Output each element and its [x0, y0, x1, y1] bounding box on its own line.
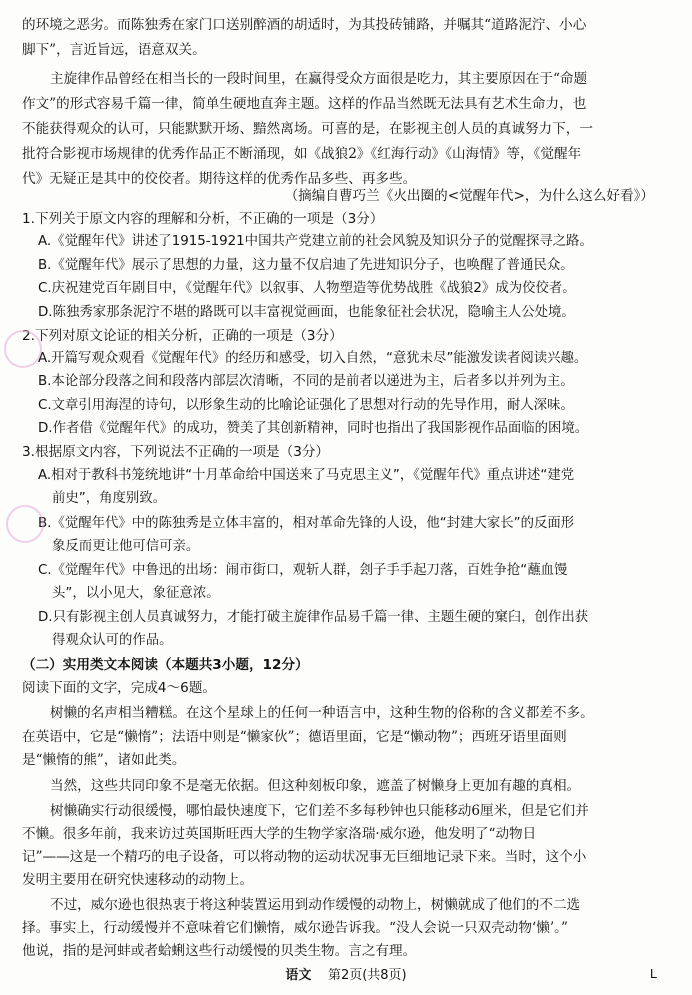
passage-line: 他说，指的是河蚌或者蛤蜊这些行动缓慢的贝类生物。言之有理。 — [22, 943, 417, 959]
source-note: （摘编自曹巧兰《火出圈的<觉醒年代>，为什么这么好看》） — [284, 188, 654, 204]
passage-line: 不能获得观众的认可，只能默默开场、黯然离场。可喜的是，在影视主创人员的真诚努力下，一 — [22, 121, 593, 137]
question-option: B.本论部分段落之间和段落内部层次清晰，不同的是前者以递进为主，后者多以并列为主。 — [38, 374, 574, 389]
passage-line: 在英语中，它是“懒惰”；法语中则是“懒家伙”；德语里面，它是“懒动物”；西班牙语里面则 — [22, 729, 567, 745]
passage-line: 树懒的名声相当糟糕。在这个星球上的任何一种语言中，这种生物的俗称的含义都差不多。 — [50, 705, 594, 721]
question-option-cont: 头”，以小见大，象征意浓。 — [52, 586, 220, 601]
passage-line: 的环境之恶劣。而陈独秀在家门口送别醉酒的胡适时，为其投砖铺路，并嘱其“道路泥泞、小心 — [22, 17, 587, 33]
passage-line: 择。事实上，行动缓慢并不意味着它们懒惰，威尔逊告诉我。“没人会说一只双壳动物‘懒’。” — [22, 920, 568, 936]
question-stem: 2.下列对原文论证的相关分析，正确的一项是（3分） — [22, 328, 343, 344]
passage-line: 是“懒惰的熊”，诸如此类。 — [22, 752, 186, 768]
passage-line: 脚下”，言近旨远，语意双关。 — [22, 42, 206, 58]
question-option: D.作者借《觉醒年代》的成功，赞美了其创新精神，同时也指出了我国影视作品面临的困境。 — [38, 421, 589, 436]
passage-line: 代》无疑正是其中的佼佼者。期待这样的优秀作品多些、再多些。 — [22, 171, 417, 187]
watermark-stamp — [6, 505, 44, 543]
section-title: （二）实用类文本阅读（本题共3小题，12分） — [22, 657, 309, 673]
question-option: C.文章引用海涅的诗句，以形象生动的比喻论证强化了思想对行动的先导作用，耐人深味。 — [38, 398, 574, 413]
passage-line: 发明主要用在研究快速移动的动物上。 — [22, 872, 254, 888]
question-option: C.庆祝建党百年剧目中，《觉醒年代》以叙事、人物塑造等优势战胜《战狼2》成为佼佼者。 — [38, 281, 576, 296]
page-footer — [0, 964, 692, 983]
passage-line: 批符合影视市场规律的优秀作品正不断涌现，如《战狼2》《红海行动》《山海情》等，《觉醒年 — [22, 146, 582, 162]
footer-page-number: 第2页(共8页) — [327, 968, 407, 983]
passage-line: 作文”的形式容易千篇一律，简单生硬地直奔主题。这样的作品当然既无法具有艺术生命力，也 — [22, 96, 587, 112]
question-option-cont: 得观众认可的作品。 — [52, 633, 173, 648]
passage-line: 记”——这是一个精巧的电子设备，可以将动物的运动状况事无巨细地记录下来。当时，这个小 — [22, 849, 587, 865]
question-stem: 3.根据原文内容，下列说法不正确的一项是（3分） — [22, 444, 330, 460]
passage-line: 不懒。很多年前，我来访过英国斯旺西大学的生物学家洛瑞·威尔逊，他发明了“动物日 — [22, 826, 537, 842]
question-option: A.相对于教科书笼统地讲“十月革命给中国送来了马克思主义”，《觉醒年代》重点讲述“建党 — [38, 468, 575, 483]
question-option: A.开篇写观众观看《觉醒年代》的经历和感受，切入自然，“意犹未尽”能激发读者阅读兴趣。 — [38, 351, 588, 366]
question-option: A.《觉醒年代》讲述了1915-1921中国共产党建立前的社会风貌及知识分子的觉醒探寻之路。 — [38, 234, 593, 249]
passage-line: 当然，这些共同印象不是毫无依据。但这种刻板印象，遮盖了树懒身上更加有趣的真相。 — [50, 778, 581, 794]
question-option-cont: 前史”，角度别致。 — [52, 491, 167, 506]
question-option: D.陈独秀家那条泥泞不堪的路既可以丰富视觉画面，也能象征社会状况，隐喻主人公处境。 — [38, 305, 575, 320]
passage-line: 树懒确实行动很缓慢，哪怕最快速度下，它们差不多每秒钟也只能移动6厘米，但是它们并 — [50, 803, 589, 819]
footer-subject: 语文 — [285, 968, 312, 983]
question-option: B.《觉醒年代》中的陈独秀是立体丰富的，相对革命先锋的人设，他“封建大家长”的反面形 — [38, 516, 575, 531]
watermark-stamp — [4, 330, 42, 368]
question-option-cont: 象反而更让他可信可亲。 — [52, 539, 200, 554]
passage-line: 不过，威尔逊也很热衷于将这种装置运用到动作缓慢的动物上，树懒就成了他们的不二选 — [50, 897, 581, 913]
question-option: D.只有影视主创人员真诚努力，才能打破主旋律作品易千篇一律、主题生硬的窠臼，创作出获 — [38, 610, 589, 625]
passage-line: 主旋律作品曾经在相当长的一段时间里，在赢得受众方面很是吃力，其主要原因在于“命题 — [50, 71, 588, 87]
question-option: B.《觉醒年代》展示了思想的力量，这力量不仅启迪了先进知识分子，也唤醒了普通民众。 — [38, 258, 574, 273]
question-option: C.《觉醒年代》中鲁迅的出场：闹市街口，观斩人群，刽子手手起刀落，百姓争抢“蘸血馒 — [38, 563, 568, 578]
section-instruction: 阅读下面的文字，完成4～6题。 — [22, 680, 217, 696]
paper-code: L — [650, 966, 658, 981]
question-stem: 1.下列关于原文内容的理解和分析，不正确的一项是（3分） — [22, 211, 384, 227]
